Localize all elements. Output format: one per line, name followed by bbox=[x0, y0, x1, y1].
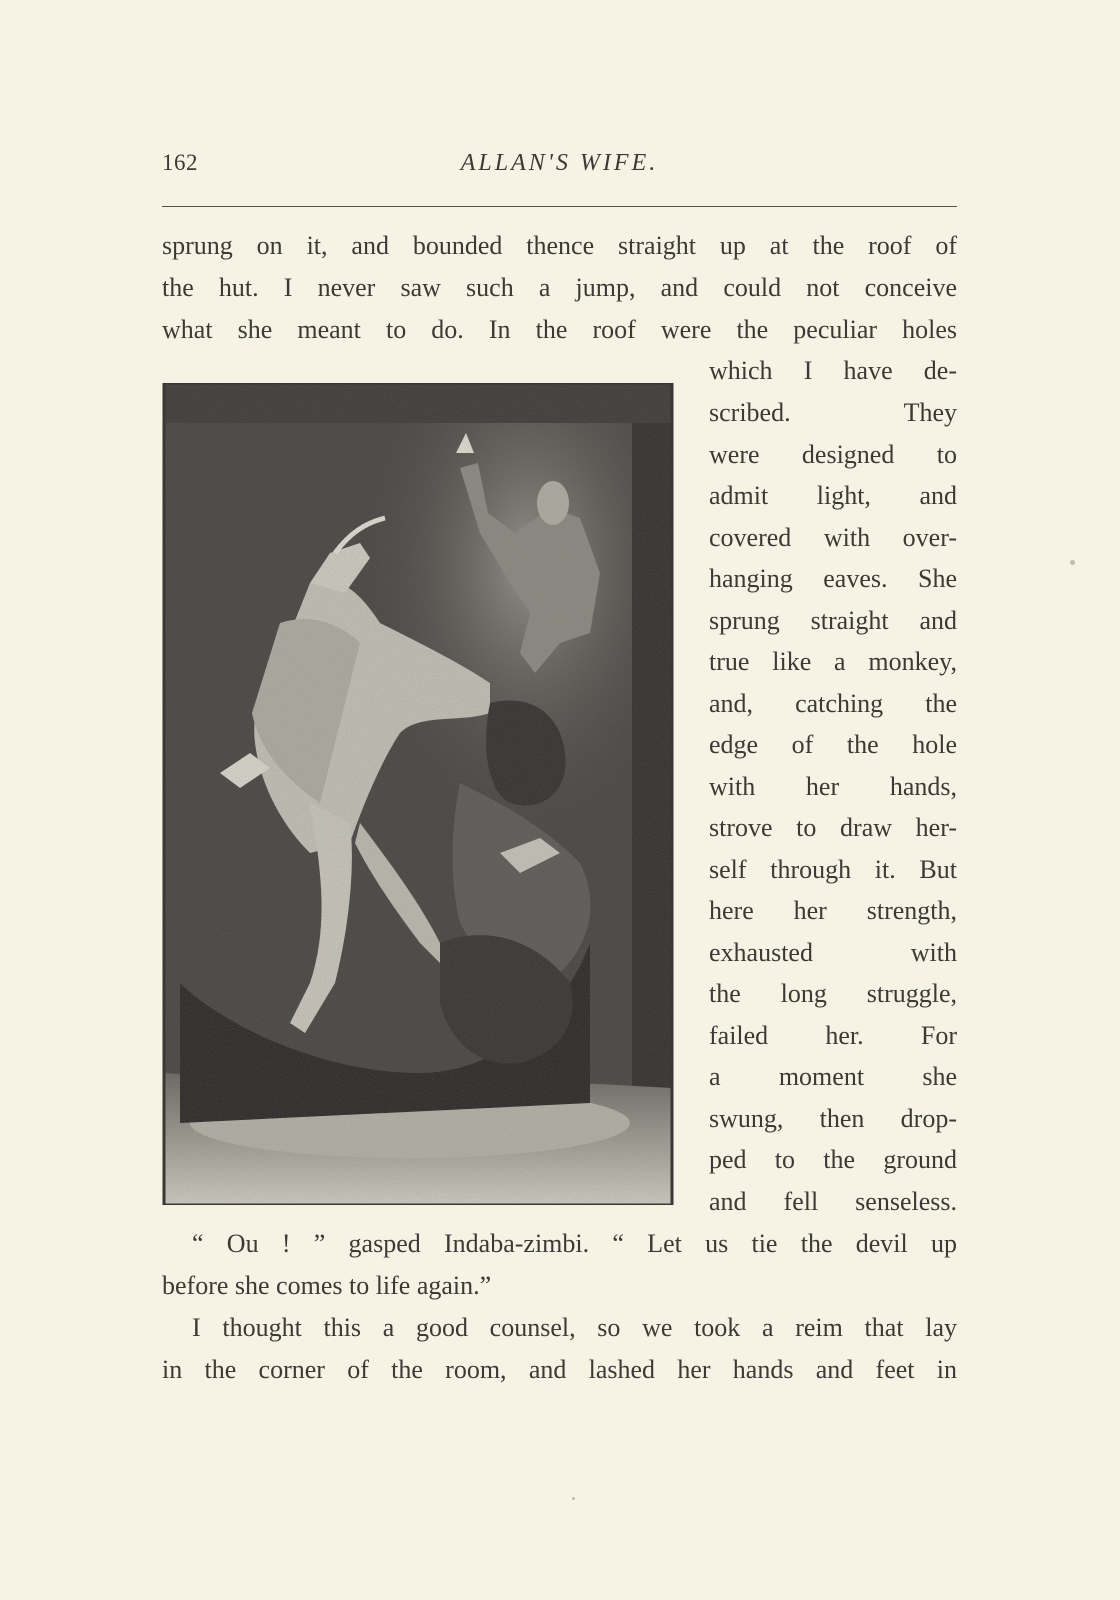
text-line: strove to draw her- bbox=[709, 813, 957, 842]
running-title: ALLAN'S WIFE. bbox=[460, 150, 659, 176]
text-line: hanging eaves. She bbox=[709, 564, 957, 593]
text-line: true like a monkey, bbox=[709, 647, 957, 676]
text-line: I thought this a good counsel, so we took a reim that lay bbox=[192, 1313, 957, 1342]
text-line: “ Ou ! ” gasped Indaba-zimbi. “ Let us tie the devil up bbox=[192, 1229, 957, 1258]
text-line: before she comes to life again.” bbox=[162, 1271, 492, 1300]
text-line: in the corner of the room, and lashed her hands and feet in bbox=[162, 1355, 957, 1384]
illustration-icon bbox=[160, 383, 678, 1205]
text-line: exhausted with bbox=[709, 938, 957, 967]
text-line: failed her. For bbox=[709, 1021, 957, 1050]
text-line: with her hands, bbox=[709, 772, 957, 801]
paper-spot bbox=[572, 1497, 575, 1500]
text-line: the hut. I never saw such a jump, and could not conceive bbox=[162, 273, 957, 302]
text-line: a moment she bbox=[709, 1062, 957, 1091]
text-line: and fell senseless. bbox=[709, 1187, 957, 1216]
text-line: admit light, and bbox=[709, 481, 957, 510]
text-line: were designed to bbox=[709, 440, 957, 469]
paper-spot bbox=[1070, 560, 1075, 565]
text-line: which I have de- bbox=[709, 356, 957, 385]
text-line: what she meant to do. In the roof were the peculiar holes bbox=[162, 315, 957, 344]
page-header bbox=[162, 150, 957, 184]
text-line: self through it. But bbox=[709, 855, 957, 884]
text-line: covered with over- bbox=[709, 523, 957, 552]
text-line: ped to the ground bbox=[709, 1145, 957, 1174]
text-line: here her strength, bbox=[709, 896, 957, 925]
header-rule bbox=[162, 206, 957, 207]
engraving-struggle-scene-illustration bbox=[160, 383, 678, 1205]
text-line: scribed. They bbox=[709, 398, 957, 427]
text-line: sprung on it, and bounded thence straight up at the roof of bbox=[162, 231, 957, 260]
text-line: and, catching the bbox=[709, 689, 957, 718]
text-line: edge of the hole bbox=[709, 730, 957, 759]
text-line: swung, then drop- bbox=[709, 1104, 957, 1133]
text-line: the long struggle, bbox=[709, 979, 957, 1008]
text-line: sprung straight and bbox=[709, 606, 957, 635]
page-number: 162 bbox=[162, 150, 198, 175]
